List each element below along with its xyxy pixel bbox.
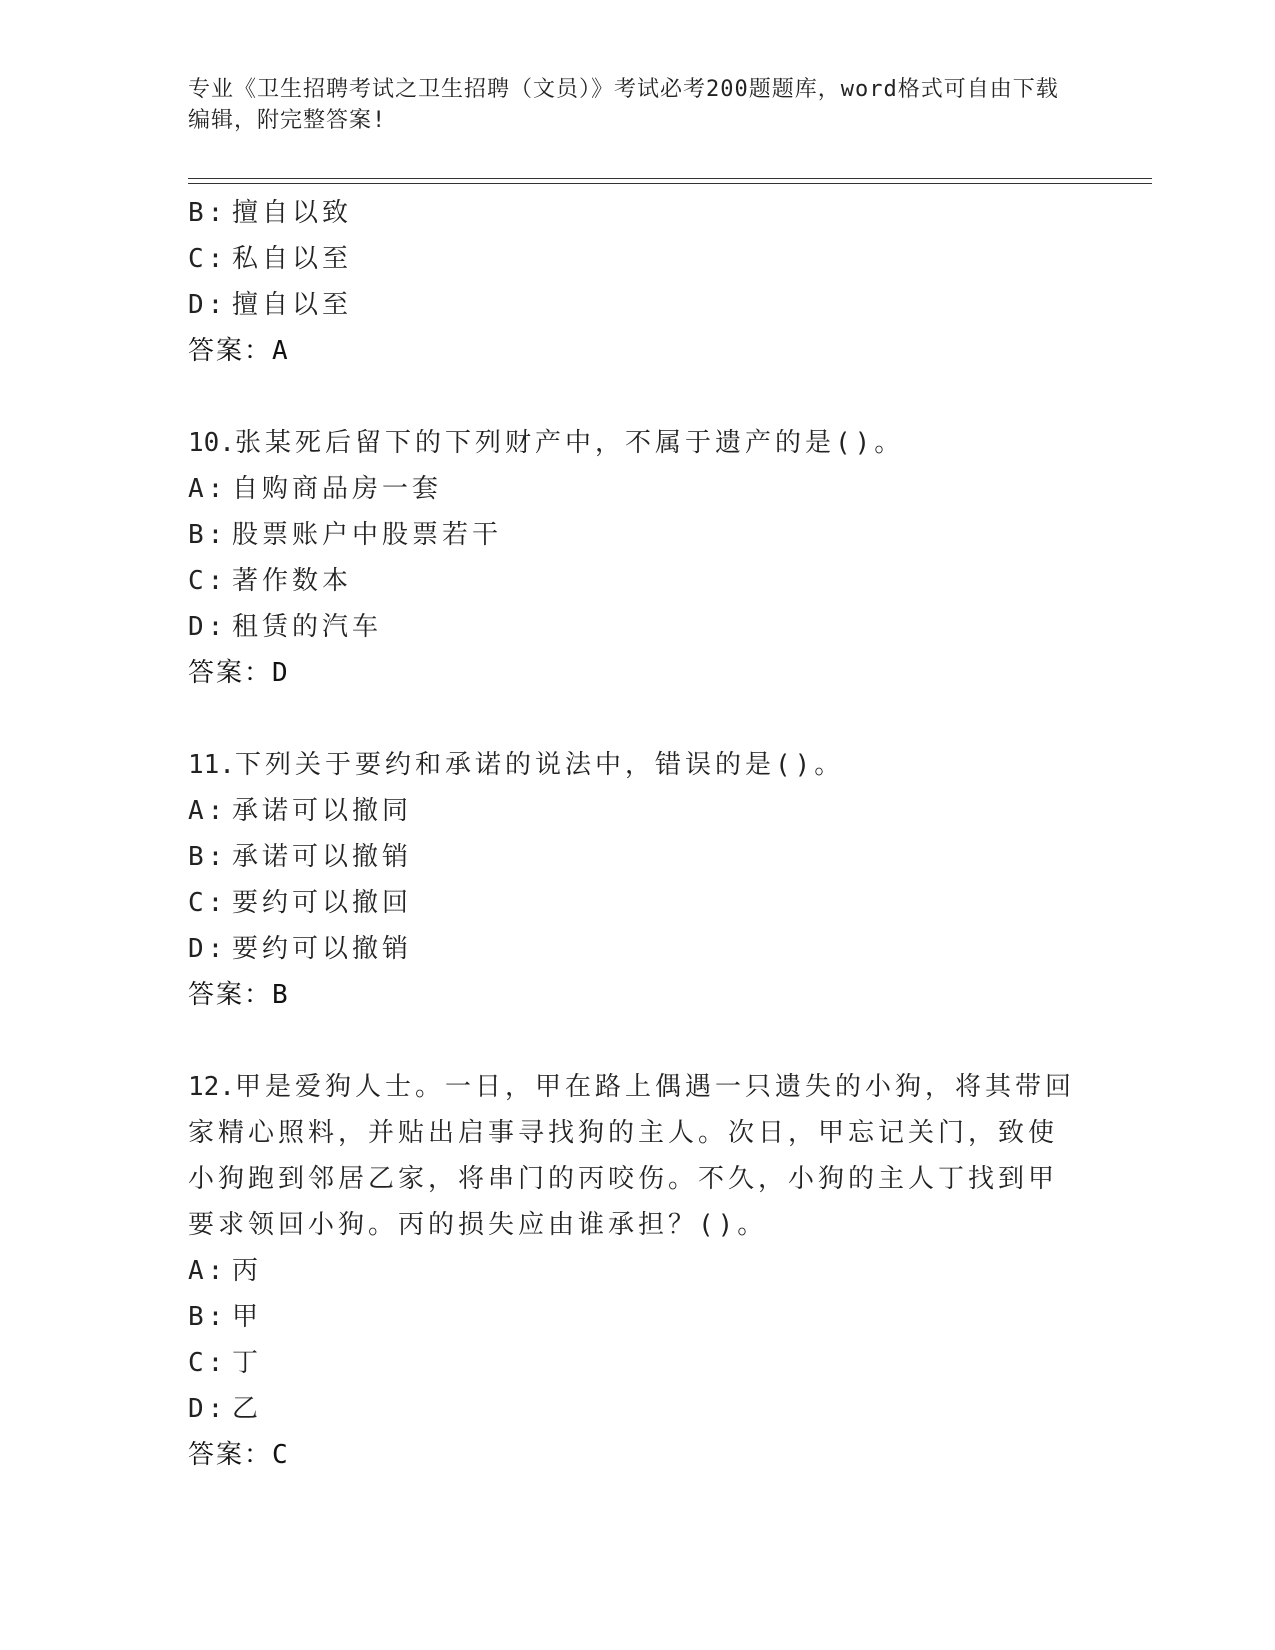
- question-stem: [188, 420, 1078, 466]
- option-d: [188, 1386, 1088, 1432]
- option-key: B:: [188, 198, 228, 228]
- option-d: [188, 282, 1088, 328]
- option-c: [188, 1340, 1088, 1386]
- option-key: C:: [188, 244, 228, 274]
- option-c: [188, 880, 1088, 926]
- option-d: [188, 604, 1088, 650]
- option-text: 股票账户中股票若干: [232, 520, 503, 550]
- answer-line: 答案：D: [188, 658, 290, 688]
- question-number: 11.: [188, 750, 235, 780]
- option-b: [188, 834, 1088, 880]
- option-text: 擅自以致: [232, 198, 353, 228]
- option-text: 承诺可以撤同: [232, 796, 413, 826]
- question-stem: [188, 1064, 1078, 1248]
- question-text: 张某死后留下的下列财产中，不属于遗产的是()。: [234, 428, 905, 458]
- question-number: 10.: [188, 428, 235, 458]
- question-11: [188, 742, 1088, 1018]
- option-key: B:: [188, 1302, 228, 1332]
- option-text: 承诺可以撤销: [232, 842, 413, 872]
- question-list: [188, 190, 1088, 1478]
- document-header: 专业《卫生招聘考试之卫生招聘（文员）》考试必考200题题库，word格式可自由下载编辑，附完整答案!: [188, 77, 1059, 133]
- option-text: 私自以至: [232, 244, 353, 274]
- option-text: 自购商品房一套: [232, 474, 443, 504]
- option-c: [188, 236, 1088, 282]
- answer-line: 答案：C: [188, 1440, 290, 1470]
- spacer: [188, 696, 1088, 742]
- option-key: D:: [188, 1394, 228, 1424]
- partial-question: [188, 190, 1088, 374]
- option-text: 要约可以撤销: [232, 934, 413, 964]
- question-text: 甲是爱狗人士。一日，甲在路上偶遇一只遗失的小狗，将其带回家精心照料，并贴出启事寻找狗的主人。次日，甲忘记关门，致使小狗跑到邻居乙家，将串门的丙咬伤。不久，小狗的主人丁找到甲要求领回小狗。丙的损失应由谁承担？()。: [188, 1072, 1075, 1240]
- option-key: B:: [188, 520, 228, 550]
- option-text: 甲: [232, 1302, 263, 1332]
- spacer: [188, 1018, 1088, 1064]
- header-rule-bottom: [188, 183, 1152, 184]
- option-text: 著作数本: [232, 566, 353, 596]
- question-text: 下列关于要约和承诺的说法中，错误的是()。: [234, 750, 845, 780]
- option-key: C:: [188, 888, 228, 918]
- option-key: D:: [188, 612, 228, 642]
- option-text: 丙: [232, 1256, 263, 1286]
- option-key: A:: [188, 796, 228, 826]
- option-key: D:: [188, 290, 228, 320]
- option-c: [188, 558, 1088, 604]
- option-key: A:: [188, 1256, 228, 1286]
- option-b: [188, 512, 1088, 558]
- option-text: 要约可以撤回: [232, 888, 413, 918]
- header-rule-top: [188, 178, 1152, 179]
- option-a: [188, 466, 1088, 512]
- option-key: C:: [188, 566, 228, 596]
- option-text: 擅自以至: [232, 290, 353, 320]
- option-a: [188, 1248, 1088, 1294]
- spacer: [188, 374, 1088, 420]
- question-12: [188, 1064, 1088, 1478]
- question-10: [188, 420, 1088, 696]
- option-b: [188, 190, 1088, 236]
- option-key: A:: [188, 474, 228, 504]
- option-key: C:: [188, 1348, 228, 1378]
- option-key: B:: [188, 842, 228, 872]
- question-stem: [188, 742, 1078, 788]
- option-a: [188, 788, 1088, 834]
- answer-line: 答案：B: [188, 980, 290, 1010]
- answer-line: 答案：A: [188, 336, 290, 366]
- question-number: 12.: [188, 1072, 235, 1102]
- option-text: 租赁的汽车: [232, 612, 383, 642]
- option-key: D:: [188, 934, 228, 964]
- option-text: 丁: [232, 1348, 263, 1378]
- option-d: [188, 926, 1088, 972]
- option-b: [188, 1294, 1088, 1340]
- option-text: 乙: [232, 1394, 263, 1424]
